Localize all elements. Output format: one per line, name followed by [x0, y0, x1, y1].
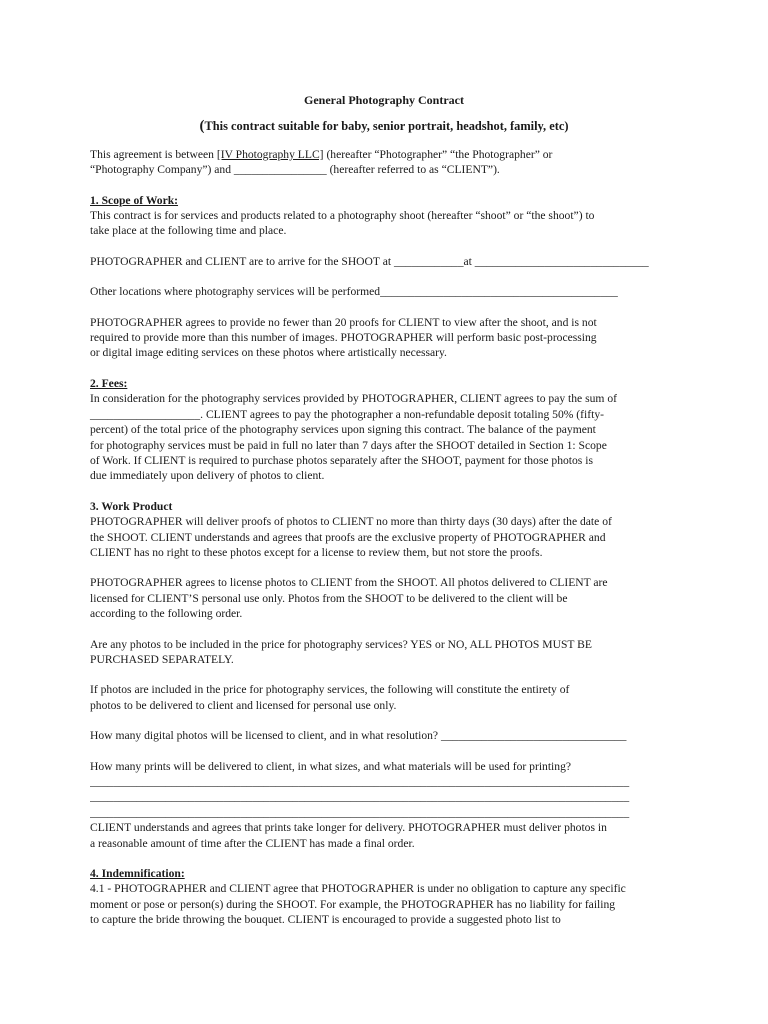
- proofs-text-line: PHOTOGRAPHER agrees to provide no fewer than 20 proofs for CLIENT to view after the shoot, and is not: [90, 315, 597, 329]
- section-indemnification: [90, 866, 678, 928]
- proofs-text-line: required to provide more than this number of images. PHOTOGRAPHER will perform basic post-processing: [90, 331, 597, 345]
- fees-heading: 2. Fees:: [90, 376, 128, 390]
- included-photos-text-line: If photos are included in the price for photography services, the following will constitute the entirety of: [90, 683, 570, 697]
- intro-line-1: [90, 147, 678, 162]
- document-title: General Photography Contract: [304, 93, 464, 107]
- section-scope: [90, 193, 678, 361]
- indemnification-text-line: to capture the bride throwing the bouquet. CLIENT is encouraged to provide a suggested photo list to: [90, 913, 561, 927]
- subtitle-open-paren: (: [199, 118, 205, 135]
- indemnification-text-line: 4.1 - PHOTOGRAPHER and CLIENT agree that PHOTOGRAPHER is under no obligation to capture any specific: [90, 882, 626, 896]
- prints-blank-line: _____________________________________________________________________________________________: [90, 805, 630, 819]
- prints-delivery-text-line: CLIENT understands and agrees that prints take longer for delivery. PHOTOGRAPHER must deliver photos in: [90, 821, 607, 835]
- work-heading: 3. Work Product: [90, 499, 173, 513]
- scope-text-line: take place at the following time and place.: [90, 224, 287, 238]
- included-photos-text-line: photos to be delivered to client and licensed for personal use only.: [90, 698, 397, 712]
- other-locations-line: Other locations where photography services will be performed_________________________________________: [90, 285, 618, 299]
- intro-paragraph: [90, 147, 678, 178]
- prints-delivery-text-line: a reasonable amount of time after the CLIENT has made a final order.: [90, 836, 415, 850]
- intro-line-2: “Photography Company”) and ________________ (hereafter referred to as “CLIENT”).: [90, 163, 500, 177]
- prints-question: How many prints will be delivered to client, in what sizes, and what materials will be used for printing?: [90, 759, 572, 773]
- fees-text-line: for photography services must be paid in full no later than 7 days after the SHOOT detailed in Section 1: Scope: [90, 438, 607, 452]
- indemnification-heading: 4. Indemnification:: [90, 867, 185, 881]
- prints-blank-line: _____________________________________________________________________________________________: [90, 790, 630, 804]
- arrival-line: PHOTOGRAPHER and CLIENT are to arrive for the SHOOT at ____________at ______________________________: [90, 254, 649, 268]
- subtitle-text: This contract suitable for baby, senior portrait, headshot, family, etc): [204, 119, 569, 134]
- intro-line-1-rest: (hereafter “Photographer” “the Photographer” or: [323, 147, 553, 161]
- fees-text-line: due immediately upon delivery of photos to client.: [90, 469, 325, 483]
- fees-text-line: of Work. If CLIENT is required to purchase photos separately after the SHOOT, payment for those photos is: [90, 453, 593, 467]
- prints-blank-line: _____________________________________________________________________________________________: [90, 775, 630, 788]
- license-text-line: according to the following order.: [90, 607, 243, 621]
- fees-text-line: In consideration for the photography services provided by PHOTOGRAPHER, CLIENT agrees to pay the sum of: [90, 392, 617, 406]
- document-subtitle: [90, 119, 678, 134]
- included-photos-question-cont: PURCHASED SEPARATELY.: [90, 652, 234, 666]
- included-photos-question: Are any photos to be included in the price for photography services? YES or NO, ALL PHOTOS MUST BE: [90, 637, 592, 651]
- work-text-line: CLIENT has no right to these photos except for a license to review them, but not store the proofs.: [90, 545, 543, 559]
- work-text-line: PHOTOGRAPHER will deliver proofs of photos to CLIENT no more than thirty days (30 days) after the date of: [90, 515, 612, 529]
- section-fees: [90, 376, 678, 484]
- digital-photos-question: How many digital photos will be licensed to client, and in what resolution? ________________________________: [90, 729, 627, 743]
- fees-text-line: ___________________. CLIENT agrees to pay the photographer a non-refundable deposit totaling 50% (fifty-: [90, 407, 604, 421]
- work-text-line: the SHOOT. CLIENT understands and agrees that proofs are the exclusive property of PHOTOGRAPHER and: [90, 530, 606, 544]
- license-text-line: PHOTOGRAPHER agrees to license photos to CLIENT from the SHOOT. All photos delivered to CLIENT are: [90, 576, 608, 590]
- scope-text-line: This contract is for services and products related to a photography shoot (hereafter “shoot” or “the shoot”) to: [90, 209, 595, 223]
- proofs-text-line: or digital image editing services on these photos where artistically necessary.: [90, 346, 447, 360]
- license-text-line: licensed for CLIENT’S personal use only. Photos from the SHOOT to be delivered to the client will be: [90, 591, 568, 605]
- indemnification-text-line: moment or pose or person(s) during the SHOOT. For example, the PHOTOGRAPHER has no liability for failing: [90, 897, 616, 911]
- company-name: [IV Photography LLC]: [216, 147, 324, 161]
- fees-text-line: percent) of the total price of the photography services upon signing this contract. The balance of the payment: [90, 423, 596, 437]
- section-work-product: [90, 499, 678, 851]
- intro-prefix: This agreement is between: [90, 147, 217, 161]
- scope-heading: 1. Scope of Work:: [90, 193, 179, 207]
